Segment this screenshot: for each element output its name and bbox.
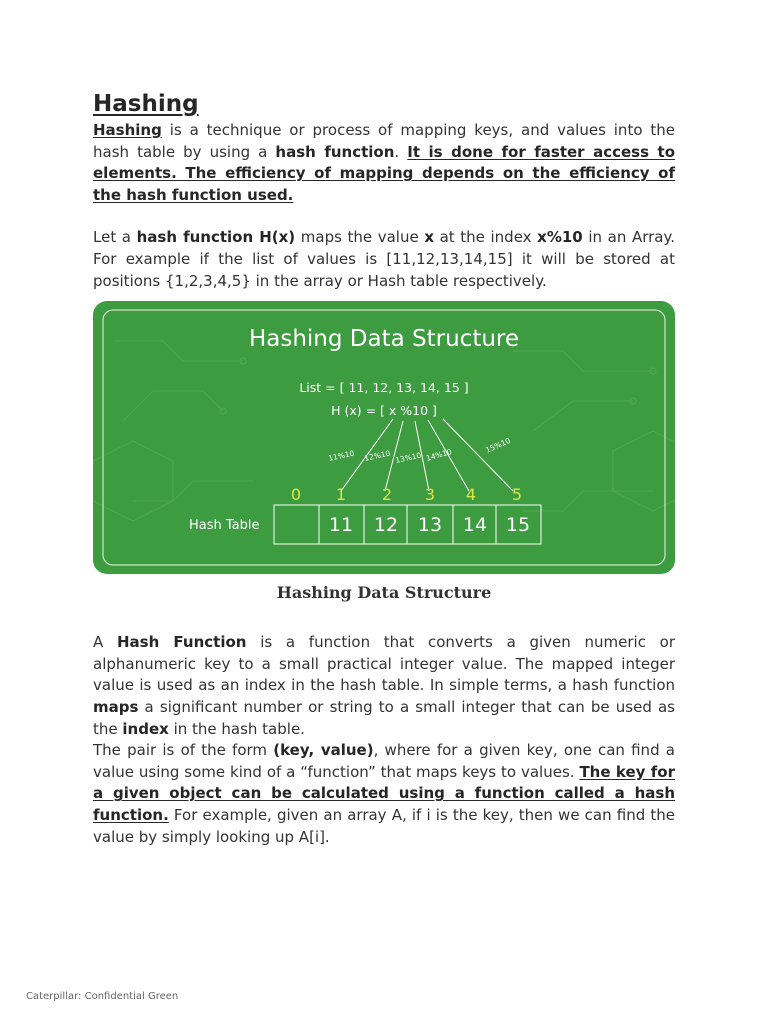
figure-caption: Hashing Data Structure [276, 583, 492, 603]
kv-emphasis: The key for a given object can be calculated using a function called a hash function. [93, 762, 676, 824]
hf-bold-2: maps [93, 697, 139, 716]
hash-function-term: hash function [275, 142, 395, 161]
confidentiality-footer: Caterpillar: Confidential Green [26, 991, 179, 1002]
example-bold-3: x%10 [537, 228, 583, 247]
hash-value-3: 13 [417, 514, 443, 537]
mapping-label-12: 12%10 [363, 448, 392, 464]
example-text-3: at the index [434, 228, 538, 247]
list-line: List = [ 11, 12, 13, 14, 15 ] [299, 380, 469, 396]
example-text-1: Let a [93, 228, 137, 247]
intro-text-1: is a technique or process of mapping keys, and values into the hash table by using a [93, 121, 675, 161]
kv-text-3: For example, given an array A, if i is the key, then we can find the value by simply looking up A[i]. [93, 805, 675, 846]
index-0: 0 [290, 485, 302, 505]
hf-text-1: A [93, 633, 117, 652]
intro-paragraph [93, 120, 675, 206]
index-3: 3 [424, 485, 436, 505]
hf-bold-3: index [122, 719, 169, 738]
hash-value-5: 15 [505, 514, 531, 537]
hf-text-2: is a function that converts a given numeric or alphanumeric key to a small practical integer value. The mapped integer value is used as an index in the hash table. In simple terms, a hash function [93, 633, 675, 695]
hf-bold-1: Hash Function [116, 633, 247, 652]
hf-text-4: in the hash table. [168, 719, 305, 738]
hashing-term: Hashing [93, 121, 162, 139]
hash-value-4: 14 [462, 514, 488, 537]
example-bold-1: hash function H(x) [136, 228, 296, 247]
mapping-label-14: 14%10 [425, 447, 453, 464]
example-text-4: in an Array. For example if the list of values is [11,12,13,14,15] it will be stored at positions {1,2,3,4,5} in the array or Hash table respectively. [93, 228, 675, 290]
diagram-title: Hashing Data Structure [248, 326, 520, 353]
index-2: 2 [381, 485, 393, 505]
kv-text-1: The pair is of the form [93, 741, 274, 760]
intro-text-2: . [394, 142, 408, 161]
index-4: 4 [465, 485, 477, 505]
kv-text-2: , where for a given key, one can find a value using some kind of a “function” that maps keys to values. [93, 741, 675, 781]
function-line: H (x) = [ x %10 ] [331, 403, 437, 419]
index-1: 1 [335, 485, 347, 505]
hash-value-2: 12 [373, 514, 399, 537]
key-value-paragraph [93, 740, 675, 848]
page-title: Hashing [93, 91, 199, 117]
hash-function-paragraph [93, 632, 675, 740]
intro-emphasis: It is done for faster access to elements. The efficiency of mapping depends on the efficiency of the hash function used. [93, 142, 675, 204]
document-body [93, 88, 675, 848]
hf-text-3: a significant number or string to a small integer that can be used as the [93, 697, 675, 738]
mapping-label-15: 15%10 [484, 436, 512, 455]
example-text-2: maps the value [295, 228, 425, 247]
mapping-label-11: 11%10 [327, 448, 356, 464]
hash-table-label: Hash Table [189, 518, 260, 534]
hash-value-1: 11 [328, 514, 354, 537]
mapping-label-13: 13%10 [394, 450, 423, 466]
hashing-diagram [93, 301, 675, 574]
index-5: 5 [511, 485, 523, 505]
example-bold-2: x [424, 228, 434, 247]
example-paragraph [93, 227, 675, 292]
kv-bold-1: (key, value) [273, 741, 374, 760]
